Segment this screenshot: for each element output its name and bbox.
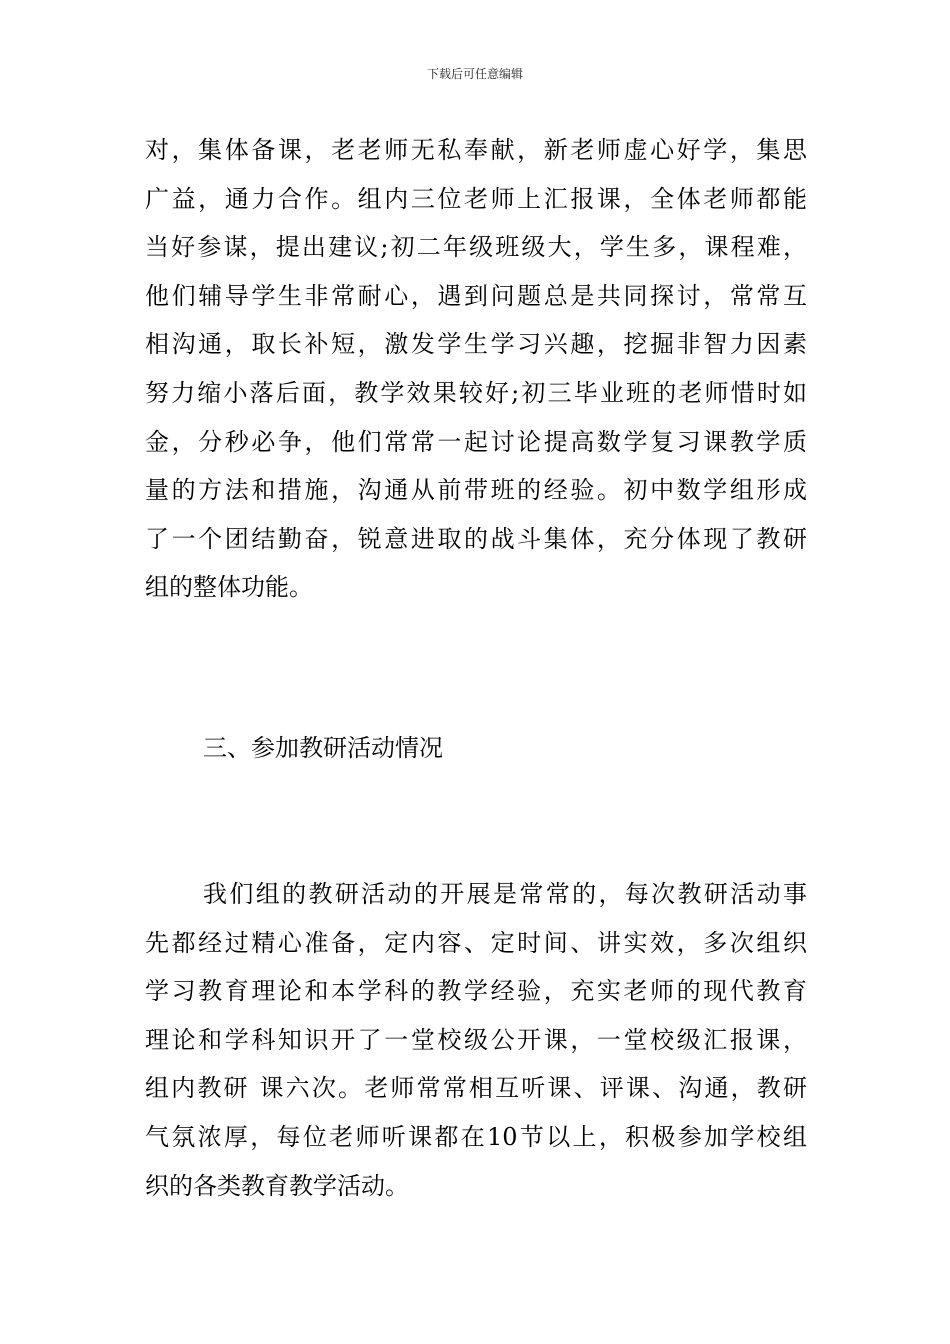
paragraph-line: 学习教育理论和本学科的教学经验，充实老师的现代教育 — [145, 977, 807, 1006]
paragraph-line: 了一个团结勤奋，锐意进取的战斗集体，充分体现了教研 — [145, 524, 807, 553]
header-note: 下载后可任意编辑 — [426, 67, 523, 81]
paragraph-line: 先都经过精心准备，定内容、定时间、讲实效，多次组织 — [145, 928, 807, 957]
paragraph-1 — [145, 126, 807, 612]
paragraph-line: 我们组的教研活动的开展是常常的，每次教研活动事 — [203, 880, 807, 908]
paragraph-line: 组的整体功能。 — [145, 573, 313, 602]
paragraph-line: 理论和学科知识开了一堂校级公开课，一堂校级汇报课， — [145, 1025, 807, 1054]
section-heading: 三、参加教研活动情况 — [203, 734, 443, 762]
paragraph-line: 他们辅导学生非常耐心，遇到问题总是共同探讨，常常互 — [145, 281, 807, 310]
paragraph-line: 组内教研 课六次。老师常常相互听课、评课、沟通，教研 — [145, 1074, 807, 1103]
paragraph-2 — [145, 870, 807, 1210]
paragraph-line: 当好参谋，提出建议;初二年级班级大，学生多，课程难， — [145, 233, 807, 262]
paragraph-line: 广益，通力合作。组内三位老师上汇报课，全体老师都能 — [145, 184, 807, 213]
paragraph-line: 相沟通，取长补短，激发学生学习兴趣，挖掘非智力因素 — [145, 330, 807, 359]
paragraph-line: 量的方法和措施，沟通从前带班的经验。初中数学组形成 — [145, 476, 807, 505]
paragraph-line: 金，分秒必争，他们常常一起讨论提高数学复习课教学质 — [145, 427, 807, 456]
paragraph-line: 织的各类教育教学活动。 — [145, 1171, 409, 1200]
paragraph-line: 对，集体备课，老老师无私奉献，新老师虚心好学，集思 — [145, 136, 807, 164]
paragraph-line: 气氛浓厚，每位老师听课都在10节以上，积极参加学校组 — [145, 1122, 807, 1151]
paragraph-line: 努力缩小落后面，教学效果较好;初三毕业班的老师惜时如 — [145, 378, 807, 407]
